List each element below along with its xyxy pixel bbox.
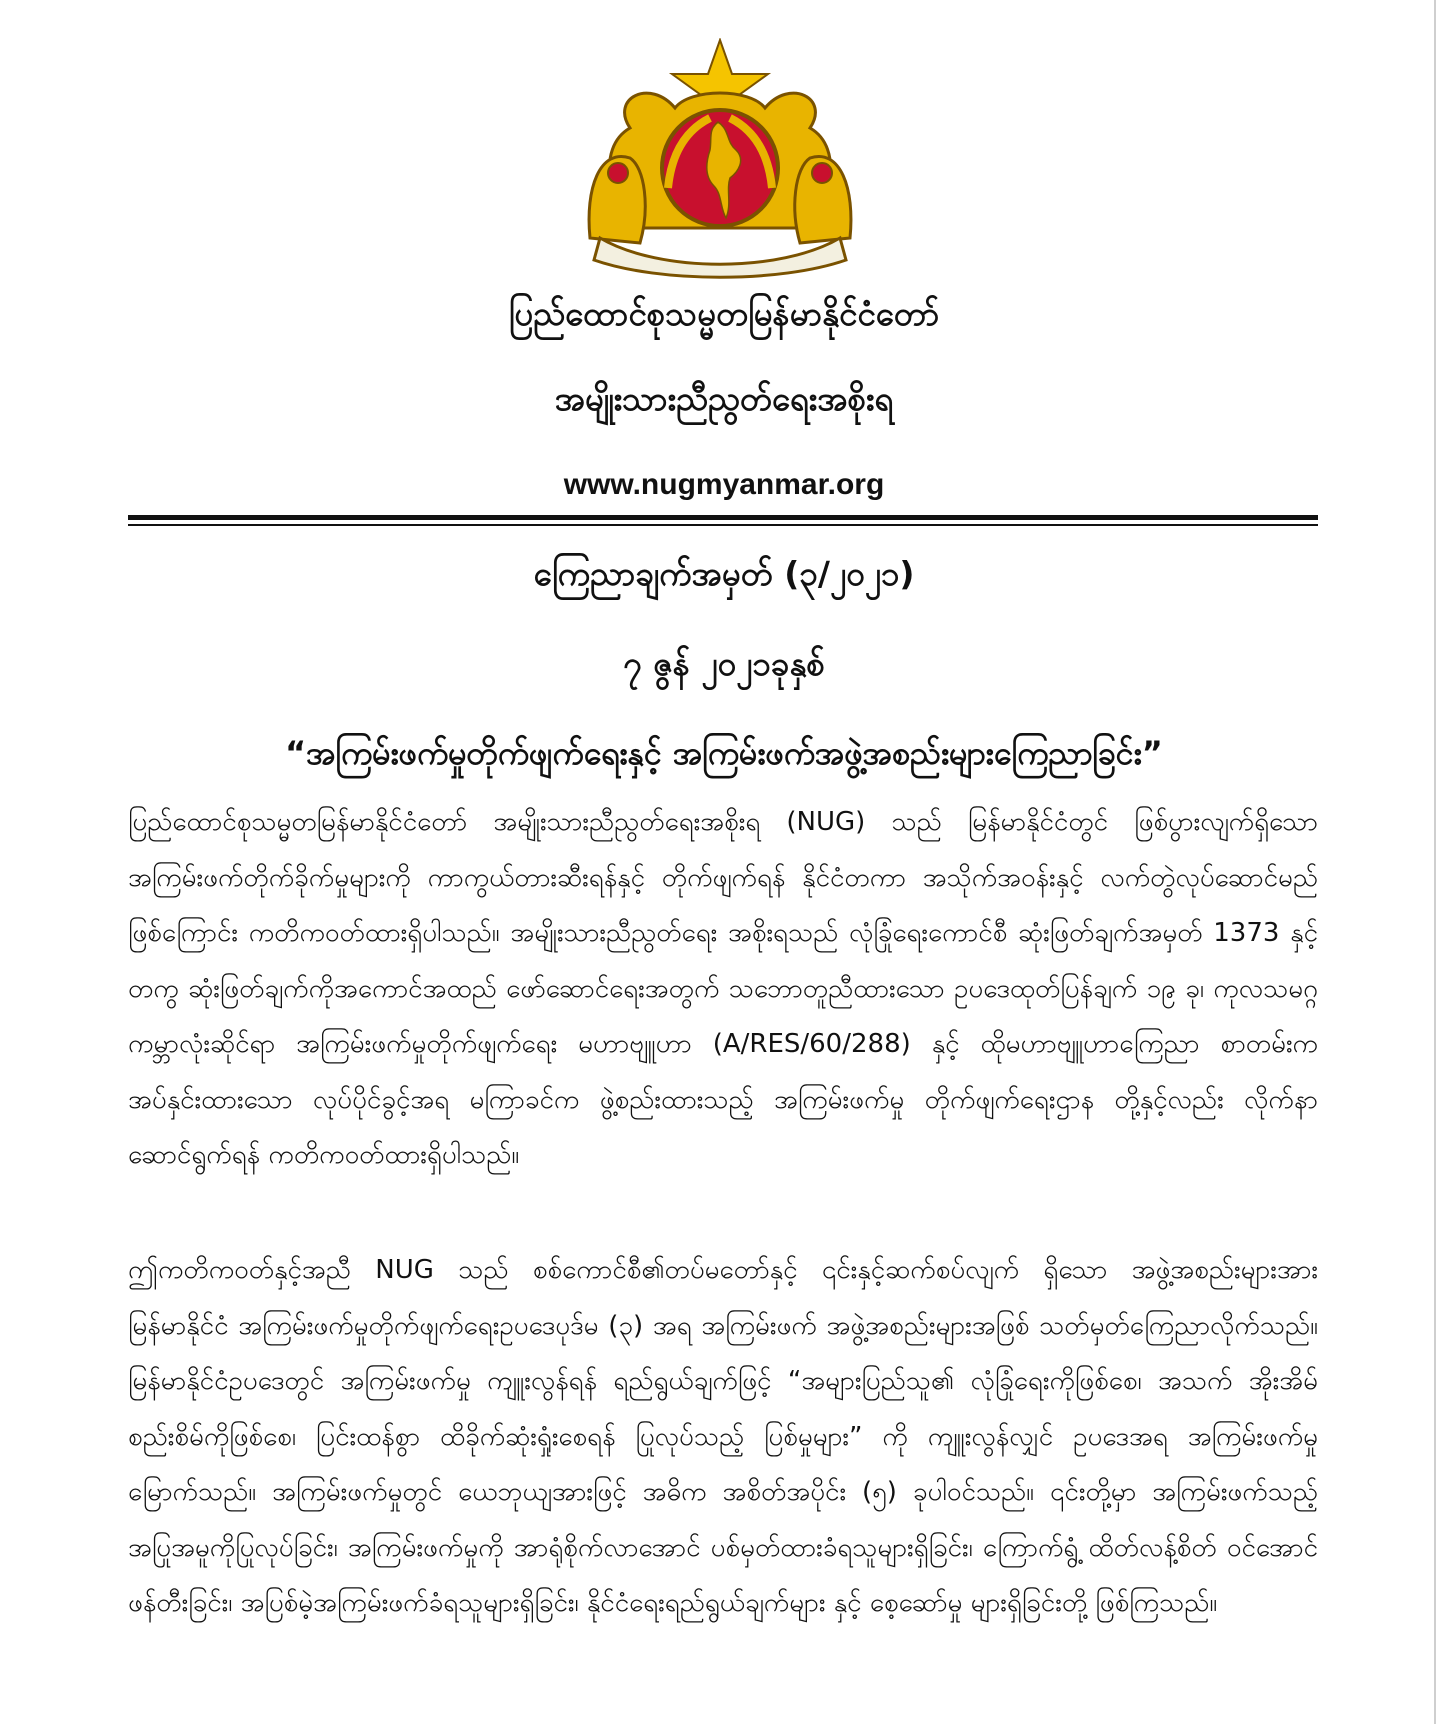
body-paragraph-2: ဤကတိကဝတ်နှင့်အညီ NUG သည် စစ်ကောင်စီ၏တပ်မတော်နှင့် ၎င်းနှင့်ဆက်စပ်လျက် ရှိသော အဖွဲ့အစည်းများအား မြန်မာနိုင်ငံ အကြမ်းဖက်မှုတိုက်ဖျက်ရေးဥပဒေပုဒ်မ (၃) အရ အကြမ်းဖက် အဖွဲ့အစည်းများအဖြစ် သတ်မှတ်ကြေညာလိုက်သည်။ မြန်မာနိုင်ငံဥပဒေတွင် အကြမ်းဖက်မှု ကျူးလွန်ရန် ရည်ရွယ်ချက်ဖြင့် “အများပြည်သူ၏ လုံခြုံရေးကိုဖြစ်စေ၊ အသက် အိုးအိမ်စည်းစိမ်ကိုဖြစ်စေ၊ ပြင်းထန်စွာ ထိခိုက်ဆုံးရှုံးစေရန် ပြုလုပ်သည့် ပြစ်မှုများ” ကို ကျူးလွန်လျှင် ဥပဒေအရ အကြမ်းဖက်မှုမြောက်သည်။ အကြမ်းဖက်မှုတွင် ယေဘုယျအားဖြင့် အဓိက အစိတ်အပိုင်း (၅) ခုပါဝင်သည်။ ၎င်းတို့မှာ အကြမ်းဖက်သည့် အပြုအမူကိုပြုလုပ်ခြင်း၊ အကြမ်းဖက်မှုကို အာရုံစိုက်လာအောင် ပစ်မှတ်ထားခံရသူများရှိခြင်း၊ ကြောက်ရွံ့ ထိတ်လန့်စိတ် ဝင်အောင် ဖန်တီးခြင်း၊ အပြစ်မဲ့အကြမ်းဖက်ခံရသူများရှိခြင်း၊ နိုင်ငံရေးရည်ရွယ်ချက်များ နှင့် စေ့ဆော်မှု များရှိခြင်းတို့ ဖြစ်ကြသည်။ — [128, 1255, 1318, 1618]
header-divider-thick — [128, 515, 1318, 520]
announcement-date: ၇ ဇွန် ၂၀၂၁ခုနှစ် — [623, 644, 825, 683]
website-link[interactable]: www.nugmyanmar.org — [563, 468, 885, 501]
state-emblem-icon — [580, 38, 860, 280]
announcement-number: ကြေညာချက်အမှတ် (၃/၂၀၂၁) — [533, 554, 915, 593]
government-name: အမျိုးသားညီညွတ်ရေးအစိုးရ — [554, 379, 894, 418]
state-name: ပြည်ထောင်စုသမ္မတမြန်မာနိုင်ငံတော် — [508, 294, 940, 333]
page-edge — [1434, 0, 1436, 1724]
announcement-title: “အကြမ်းဖက်မှုတိုက်ဖျက်ရေးနှင့် အကြမ်းဖက်အဖွဲ့အစည်းများကြေညာခြင်း” — [285, 734, 1163, 772]
header-divider-thin — [128, 524, 1318, 526]
body-paragraph-1: ပြည်ထောင်စုသမ္မတမြန်မာနိုင်ငံတော် အမျိုးသားညီညွတ်ရေးအစိုးရ (NUG) သည် မြန်မာနိုင်ငံတွင် ဖြစ်ပွားလျက်ရှိသော အကြမ်းဖက်တိုက်ခိုက်မှုများကို ကာကွယ်တားဆီးရန်နှင့် တိုက်ဖျက်ရန် နိုင်ငံတကာ အသိုက်အဝန်းနှင့် လက်တွဲလုပ်ဆောင်မည်ဖြစ်ကြောင်း ကတိကဝတ်ထားရှိပါသည်။ အမျိုးသားညီညွတ်ရေး အစိုးရသည် လုံခြုံရေးကောင်စီ ဆုံးဖြတ်ချက်အမှတ် 1373 နှင့်တကွ ဆုံးဖြတ်ချက်ကိုအကောင်အထည် ဖော်ဆောင်ရေးအတွက် သဘောတူညီထားသော ဥပဒေထုတ်ပြန်ချက် ၁၉ ခု၊ ကုလသမဂ္ဂ ကမ္ဘာလုံးဆိုင်ရာ အကြမ်းဖက်မှုတိုက်ဖျက်ရေး မဟာဗျူဟာ (A/RES/60/288) နှင့် ထိုမဟာဗျူဟာကြေညာ စာတမ်းက အပ်နှင်းထားသော လုပ်ပိုင်ခွင့်အရ မကြာခင်က ဖွဲ့စည်းထားသည့် အကြမ်းဖက်မှု တိုက်ဖျက်ရေးဌာန တို့နှင့်လည်း လိုက်နာဆောင်ရွက်ရန် ကတိကဝတ်ထားရှိပါသည်။ — [128, 807, 1318, 1170]
